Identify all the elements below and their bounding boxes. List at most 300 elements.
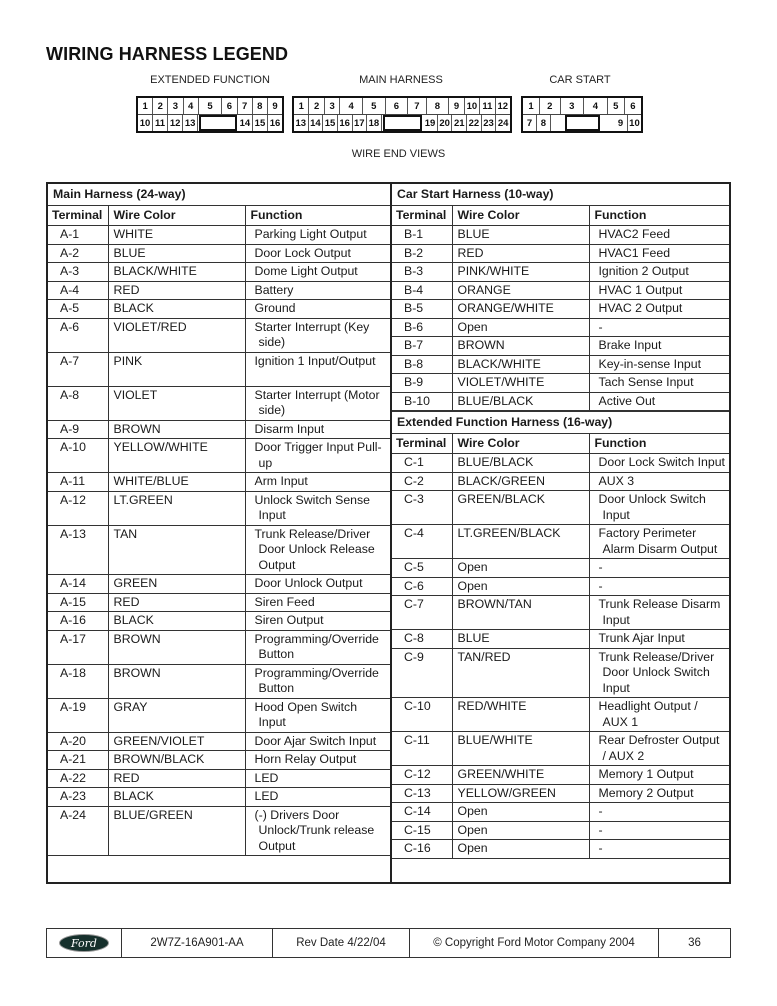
terminal-cell: A-16	[48, 612, 108, 631]
terminal-cell: B-4	[392, 281, 452, 300]
table-row	[392, 840, 729, 859]
function-cell	[589, 454, 729, 473]
connector-pin: 11	[480, 98, 495, 114]
table-row	[48, 593, 390, 612]
table-row	[392, 732, 729, 766]
function-text-line: Headlight Output /	[598, 699, 698, 713]
wire-color-cell: BLACK	[108, 788, 245, 807]
wire-color-cell: TAN	[108, 525, 245, 575]
connector-pin-row	[138, 98, 282, 114]
function-cell	[589, 374, 729, 393]
function-cell	[245, 788, 390, 807]
function-text-line: -	[598, 560, 603, 574]
main-harness-table	[48, 184, 390, 856]
terminal-cell: C-14	[392, 803, 452, 822]
terminal-cell: C-6	[392, 577, 452, 596]
terminal-cell: A-8	[48, 386, 108, 420]
wire-color-cell: ORANGE/WHITE	[452, 300, 589, 319]
connector-pin: 8	[427, 98, 450, 114]
function-text-line: Brake Input	[598, 338, 662, 352]
wire-color-cell: BLUE	[452, 630, 589, 649]
function-text-line: Input	[602, 680, 630, 695]
wire-color-cell: BLUE/BLACK	[452, 454, 589, 473]
wire-color-cell: BLUE/WHITE	[452, 732, 589, 766]
connector-pin-row	[523, 114, 641, 131]
connector-label-main: MAIN HARNESS	[359, 74, 443, 86]
terminal-cell: B-8	[392, 355, 452, 374]
terminal-cell: A-4	[48, 281, 108, 300]
table-row	[48, 473, 390, 492]
table-row	[392, 472, 729, 491]
connector-pin: 4	[584, 98, 608, 114]
function-text-line: Memory 2 Output	[598, 785, 694, 800]
function-text-line: Door Ajar Switch Input	[254, 733, 377, 748]
function-text-line: Door Unlock Switch	[602, 665, 710, 679]
wire-color-cell: PINK	[108, 352, 245, 386]
table-row	[392, 454, 729, 473]
terminal-cell: B-3	[392, 263, 452, 282]
connector-pin: 10	[629, 117, 640, 129]
wire-color-cell: BLUE	[108, 244, 245, 263]
terminal-cell: A-24	[48, 806, 108, 856]
table-row	[48, 281, 390, 300]
connector-pin: 19	[423, 115, 438, 131]
connector-pin: 14	[309, 115, 324, 131]
copyright: © Copyright Ford Motor Company 2004	[410, 929, 659, 957]
connector-pin: 2	[153, 98, 168, 114]
wire-color-cell: Open	[452, 821, 589, 840]
table-row	[48, 575, 390, 594]
terminal-cell: C-15	[392, 821, 452, 840]
terminal-cell: A-10	[48, 439, 108, 473]
table-row	[48, 352, 390, 386]
connector-pin: 4	[340, 98, 363, 114]
connector-pin-row	[294, 114, 510, 131]
function-text-line: HVAC1 Feed	[598, 245, 671, 260]
connector-pin: 10	[465, 98, 480, 114]
connector-label-car-start: CAR START	[549, 74, 611, 86]
table-row	[392, 630, 729, 649]
connector-key-slot	[383, 115, 422, 131]
wire-color-cell: BLACK/WHITE	[108, 263, 245, 282]
connector-pin-row	[294, 98, 510, 114]
function-cell	[245, 525, 390, 575]
connector-pin: 9	[614, 115, 628, 131]
wire-color-cell: BLACK	[108, 300, 245, 319]
connector-pin: 15	[253, 115, 268, 131]
wire-color-cell: LT.GREEN/BLACK	[452, 525, 589, 559]
function-text-line: Button	[258, 681, 295, 695]
table-row	[392, 596, 729, 630]
connector-pin-row	[138, 114, 282, 131]
function-text-line: side)	[258, 335, 286, 349]
connector-pin: 8	[253, 98, 268, 114]
function-text-line: Input	[602, 507, 630, 522]
function-cell	[589, 226, 729, 245]
table-row	[48, 525, 390, 575]
terminal-cell: A-5	[48, 300, 108, 319]
connector-pin: 6	[630, 100, 636, 112]
terminal-cell: A-1	[48, 226, 108, 245]
function-cell	[245, 244, 390, 263]
function-cell	[589, 244, 729, 263]
function-text-line: Disarm Input	[254, 421, 325, 436]
table-row	[48, 612, 390, 631]
connector-pin: 16	[269, 117, 281, 129]
column-header-wire-color: Wire Color	[452, 433, 589, 454]
connector-label-extended: EXTENDED FUNCTION	[150, 74, 270, 86]
function-text-line: Trunk Release/Driver	[598, 649, 715, 664]
wire-color-cell: Open	[452, 318, 589, 337]
wire-color-cell: PINK/WHITE	[452, 263, 589, 282]
connector-pin: 17	[353, 115, 368, 131]
function-cell	[245, 473, 390, 492]
function-text-line: -	[598, 841, 603, 855]
function-text-line: Factory Perimeter	[598, 526, 697, 540]
function-cell	[589, 300, 729, 319]
harness-tables	[46, 182, 731, 884]
wire-color-cell: YELLOW/WHITE	[108, 439, 245, 473]
table-row	[392, 766, 729, 785]
connector-empty-slot	[551, 115, 564, 131]
connector-pin: 21	[452, 115, 467, 131]
table-row	[392, 300, 729, 319]
function-cell	[589, 577, 729, 596]
table-row	[392, 318, 729, 337]
function-text-line: Horn Relay Output	[254, 752, 357, 766]
function-cell	[589, 840, 729, 859]
wire-color-cell: Open	[452, 840, 589, 859]
column-header-wire-color: Wire Color	[108, 205, 245, 226]
car-start-harness-table	[392, 184, 729, 411]
function-cell	[589, 648, 729, 698]
column-header-wire-color: Wire Color	[452, 205, 589, 226]
terminal-cell: A-3	[48, 263, 108, 282]
function-text-line: Programming/Override	[254, 631, 379, 646]
terminal-cell: B-9	[392, 374, 452, 393]
function-cell	[589, 732, 729, 766]
table-row	[48, 788, 390, 807]
page-number: 36	[688, 937, 701, 949]
function-text-line: Siren Output	[254, 613, 324, 627]
table-row	[48, 263, 390, 282]
terminal-cell: A-19	[48, 698, 108, 732]
car-start-connector	[521, 96, 643, 133]
function-text-line: LED	[254, 789, 279, 803]
connector-pin: 24	[497, 117, 509, 129]
wire-color-cell: TAN/RED	[452, 648, 589, 698]
connector-key-slot	[565, 115, 600, 131]
connector-key-slot	[199, 115, 237, 131]
terminal-cell: A-7	[48, 352, 108, 386]
connector-pin: 2	[540, 98, 560, 114]
table-row	[392, 784, 729, 803]
terminal-cell: A-20	[48, 732, 108, 751]
table-row	[392, 525, 729, 559]
function-cell	[245, 491, 390, 525]
function-cell	[589, 630, 729, 649]
connector-pin: 12	[497, 100, 509, 112]
wire-color-cell: WHITE/BLUE	[108, 473, 245, 492]
function-cell	[245, 352, 390, 386]
function-text-line: Starter Interrupt (Motor	[254, 387, 380, 402]
function-text-line: Input	[258, 508, 286, 522]
terminal-cell: A-14	[48, 575, 108, 594]
wire-color-cell: Open	[452, 577, 589, 596]
revision-date: Rev Date 4/22/04	[273, 929, 410, 957]
wire-color-cell: VIOLET/WHITE	[452, 374, 589, 393]
table-row	[48, 751, 390, 770]
connector-pin: 22	[467, 115, 482, 131]
terminal-cell: A-11	[48, 473, 108, 492]
function-text-line: Door Lock Switch Input	[598, 455, 725, 469]
connector-pin: 18	[367, 115, 382, 131]
function-text-line: Rear Defroster Output	[598, 733, 720, 747]
connector-pin: 6	[222, 98, 237, 114]
function-text-line: -	[598, 319, 603, 334]
function-text-line: Active Out	[598, 393, 656, 408]
extended-function-harness-title: Extended Function Harness (16-way)	[392, 412, 729, 434]
wire-color-cell: BROWN	[108, 630, 245, 664]
wire-color-cell: BROWN/BLACK	[108, 751, 245, 770]
wire-color-cell: Open	[452, 803, 589, 822]
table-row	[392, 244, 729, 263]
right-harness-section	[392, 184, 729, 882]
terminal-cell: B-10	[392, 392, 452, 411]
connector-pin: 7	[523, 115, 537, 131]
function-text-line: Alarm Disarm Output	[602, 541, 718, 556]
terminal-cell: A-15	[48, 593, 108, 612]
table-row	[392, 226, 729, 245]
function-cell	[589, 784, 729, 803]
wire-color-cell: ORANGE	[452, 281, 589, 300]
extended-function-connector	[136, 96, 284, 133]
function-cell	[589, 821, 729, 840]
page-title: WIRING HARNESS LEGEND	[46, 44, 289, 64]
function-text-line: (-) Drivers Door	[254, 807, 340, 822]
terminal-cell: A-6	[48, 318, 108, 352]
function-text-line: Output	[258, 557, 296, 572]
table-row	[48, 630, 390, 664]
connector-pin: 11	[153, 115, 168, 131]
table-row	[48, 244, 390, 263]
function-text-line: Door Lock Output	[254, 245, 351, 260]
function-cell	[245, 439, 390, 473]
connector-pin: 5	[363, 98, 386, 114]
wire-color-cell: BLACK	[108, 612, 245, 631]
terminal-cell: B-7	[392, 337, 452, 356]
table-row	[48, 769, 390, 788]
main-harness-connector	[292, 96, 512, 133]
terminal-cell: C-9	[392, 648, 452, 698]
function-cell	[245, 664, 390, 698]
connector-pin: 13	[294, 115, 309, 131]
table-row	[48, 318, 390, 352]
function-cell	[245, 806, 390, 856]
table-row	[392, 559, 729, 578]
function-text-line: side)	[258, 403, 286, 417]
function-text-line: Unlock/Trunk release	[258, 823, 375, 837]
function-cell	[589, 491, 729, 525]
connector-pin: 15	[323, 115, 338, 131]
function-cell	[245, 732, 390, 751]
function-cell	[589, 698, 729, 732]
table-row	[392, 374, 729, 393]
function-cell	[245, 281, 390, 300]
terminal-cell: C-7	[392, 596, 452, 630]
terminal-cell: C-8	[392, 630, 452, 649]
connector-pin: 6	[386, 98, 409, 114]
function-text-line: Input	[258, 715, 286, 729]
wire-color-cell: VIOLET	[108, 386, 245, 420]
connector-pin: 5	[608, 98, 625, 114]
terminal-cell: C-12	[392, 766, 452, 785]
connector-pin: 16	[338, 115, 353, 131]
function-cell	[245, 751, 390, 770]
table-row	[48, 226, 390, 245]
function-text-line: Dome Light Output	[254, 264, 358, 278]
connector-pin: 1	[294, 98, 309, 114]
table-row	[48, 732, 390, 751]
function-text-line: Key-in-sense Input	[598, 356, 702, 371]
terminal-cell: C-10	[392, 698, 452, 732]
table-row	[48, 491, 390, 525]
function-text-line: / AUX 2	[602, 748, 645, 763]
wire-color-cell: BROWN	[452, 337, 589, 356]
function-text-line: Parking Light Output	[254, 227, 367, 241]
table-row	[392, 803, 729, 822]
wire-color-cell: GREEN/WHITE	[452, 766, 589, 785]
function-cell	[589, 803, 729, 822]
table-row	[48, 664, 390, 698]
wire-color-cell: RED	[108, 281, 245, 300]
function-cell	[589, 766, 729, 785]
terminal-cell: A-13	[48, 525, 108, 575]
table-row	[392, 648, 729, 698]
ford-logo-icon: Ford	[59, 934, 109, 952]
car-start-harness-title: Car Start Harness (10-way)	[392, 184, 729, 205]
function-text-line: Siren Feed	[254, 594, 315, 609]
connector-pin: 3	[168, 98, 183, 114]
function-text-line: LED	[254, 770, 279, 785]
function-text-line: Door Trigger Input Pull-	[254, 440, 382, 454]
function-text-line: Trunk Release Disarm	[598, 597, 721, 611]
connector-pin: 10	[138, 115, 153, 131]
function-text-line: -	[598, 578, 603, 593]
terminal-cell: A-12	[48, 491, 108, 525]
function-cell	[245, 420, 390, 439]
table-row	[392, 821, 729, 840]
function-cell	[589, 337, 729, 356]
wire-color-cell: GREEN/BLACK	[452, 491, 589, 525]
terminal-cell: A-18	[48, 664, 108, 698]
table-row	[392, 392, 729, 411]
connector-pin: 1	[138, 98, 153, 114]
function-cell	[245, 630, 390, 664]
function-text-line: Input	[602, 612, 630, 627]
terminal-cell: C-16	[392, 840, 452, 859]
connector-pin: 7	[238, 98, 253, 114]
wire-color-cell: Open	[452, 559, 589, 578]
connector-pin: 14	[238, 115, 253, 131]
function-text-line: Output	[258, 838, 296, 853]
function-text-line: Hood Open Switch	[254, 699, 358, 714]
table-row	[392, 337, 729, 356]
connector-pin: 23	[482, 115, 497, 131]
part-number: 2W7Z-16A901-AA	[122, 929, 273, 957]
function-cell	[245, 612, 390, 631]
function-text-line: Door Unlock Switch	[598, 492, 706, 506]
terminal-cell: C-3	[392, 491, 452, 525]
function-cell	[245, 593, 390, 612]
connector-pin: 9	[449, 98, 464, 114]
connector-pin: 13	[183, 115, 198, 131]
function-cell	[245, 318, 390, 352]
function-cell	[589, 472, 729, 491]
wire-end-views-caption: WIRE END VIEWS	[351, 148, 446, 160]
terminal-cell: A-2	[48, 244, 108, 263]
table-row	[48, 806, 390, 856]
wire-color-cell: BLUE	[452, 226, 589, 245]
terminal-cell: C-4	[392, 525, 452, 559]
terminal-cell: C-5	[392, 559, 452, 578]
connector-pin: 9	[272, 100, 278, 112]
wire-color-cell: RED	[108, 769, 245, 788]
table-row	[392, 263, 729, 282]
connector-pin: 3	[325, 98, 340, 114]
function-text-line	[255, 369, 387, 385]
wire-color-cell: LT.GREEN	[108, 491, 245, 525]
function-cell	[245, 575, 390, 594]
wire-color-cell: WHITE	[108, 226, 245, 245]
wire-color-cell: BLUE/GREEN	[108, 806, 245, 856]
function-text-line: -	[598, 804, 603, 818]
connector-pin: 3	[561, 98, 585, 114]
function-text-line: Starter Interrupt (Key	[254, 319, 370, 334]
connector-pin-row	[523, 98, 641, 114]
function-text-line: Door Unlock Release	[258, 542, 375, 556]
function-text-line: AUX 3	[598, 473, 635, 488]
wire-color-cell: RED	[452, 244, 589, 263]
table-row	[392, 491, 729, 525]
connector-pin: 7	[408, 98, 426, 114]
function-text-line: Ignition 2 Output	[598, 264, 689, 278]
column-header-terminal: Terminal	[48, 205, 108, 226]
function-cell	[589, 559, 729, 578]
column-header-terminal: Terminal	[392, 205, 452, 226]
connector-pin: 20	[438, 115, 453, 131]
connector-pin: 12	[168, 115, 183, 131]
function-cell	[589, 318, 729, 337]
footer-logo-cell	[47, 929, 122, 957]
wire-color-cell: BLUE/BLACK	[452, 392, 589, 411]
terminal-cell: C-2	[392, 472, 452, 491]
main-harness-title: Main Harness (24-way)	[48, 184, 390, 205]
function-cell	[245, 769, 390, 788]
function-text-line: Trunk Ajar Input	[598, 631, 685, 645]
table-row	[392, 577, 729, 596]
wire-color-cell: VIOLET/RED	[108, 318, 245, 352]
function-cell	[589, 596, 729, 630]
wire-color-cell: BROWN/TAN	[452, 596, 589, 630]
function-text-line: Door Unlock Output	[254, 576, 363, 590]
connector-pin: 5	[199, 98, 223, 114]
terminal-cell: C-11	[392, 732, 452, 766]
function-text-line: Tach Sense Input	[598, 375, 694, 389]
wire-color-cell: RED	[108, 593, 245, 612]
terminal-cell: B-2	[392, 244, 452, 263]
terminal-cell: B-6	[392, 318, 452, 337]
